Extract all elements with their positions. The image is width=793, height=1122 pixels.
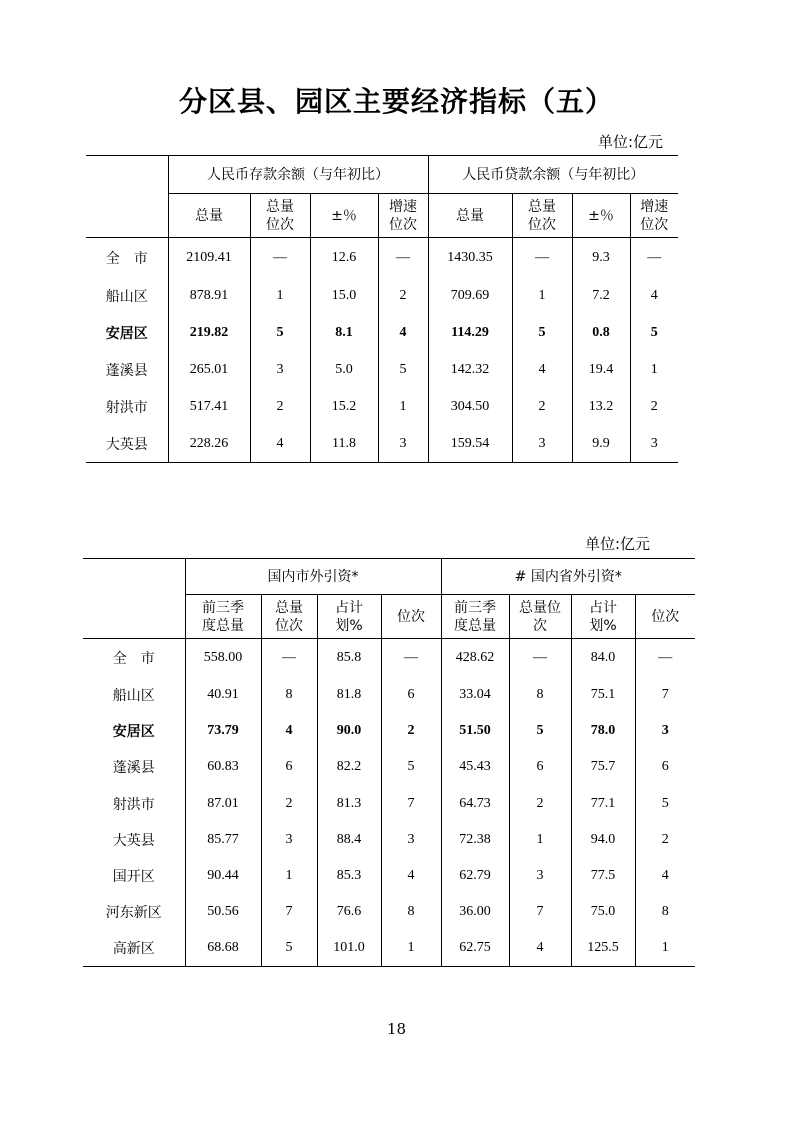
table-cell: 2 [261, 785, 317, 821]
table-cell: 8 [509, 677, 571, 713]
table-cell: 142.32 [428, 352, 512, 389]
table-cell: — [630, 238, 678, 278]
table-cell: 5.0 [310, 352, 378, 389]
table-cell: 5 [250, 315, 310, 352]
table-cell: 1 [381, 931, 441, 967]
table-cell: 40.91 [185, 677, 261, 713]
table-cell: 3 [378, 426, 428, 463]
row-label: 船山区 [105, 289, 148, 305]
table-cell: 3 [509, 858, 571, 894]
table-cell: 2 [512, 389, 572, 426]
table-cell: 428.62 [441, 639, 509, 677]
table-cell: 4 [381, 858, 441, 894]
investment-table [83, 558, 695, 967]
table-cell: 2109.41 [168, 238, 250, 278]
table-cell: 45.43 [441, 749, 509, 785]
col-header-speed-rank: 增速 位次 [378, 194, 428, 238]
row-label: 大英县 [86, 426, 168, 463]
table-cell: 5 [261, 931, 317, 967]
deposit-loan-table [86, 155, 678, 463]
row-label: 国开区 [112, 869, 155, 886]
table-cell: 3 [261, 822, 317, 858]
row-label: 高新区 [83, 931, 185, 967]
table-cell: 304.50 [428, 389, 512, 426]
table-cell: 90.44 [185, 858, 261, 894]
table-row [86, 426, 678, 463]
table-cell: 159.54 [428, 426, 512, 463]
table-cell: 3 [381, 822, 441, 858]
row-label: 大英县 [112, 832, 155, 849]
row-header-corner [86, 156, 168, 238]
table-cell: 77.5 [571, 858, 635, 894]
table-cell: 19.4 [572, 352, 630, 389]
table-cell: 5 [635, 785, 695, 821]
page-title: 分区县、园区主要经济指标（五） [178, 85, 614, 118]
table-cell: — [635, 639, 695, 677]
table-cell: 15.0 [310, 278, 378, 315]
table-cell: 4 [261, 713, 317, 749]
table-cell: 15.2 [310, 389, 378, 426]
table-cell: 878.91 [168, 278, 250, 315]
table-cell: 7 [381, 785, 441, 821]
col-header-rank: 总量位 次 [509, 595, 571, 639]
table-cell: 6 [261, 749, 317, 785]
table-cell: 1 [512, 278, 572, 315]
table-cell: 5 [378, 352, 428, 389]
table-cell: — [381, 639, 441, 677]
table-cell: 60.83 [185, 749, 261, 785]
table-cell: 101.0 [317, 931, 381, 967]
table-cell: 4 [635, 858, 695, 894]
table-cell: 81.3 [317, 785, 381, 821]
table-cell: 2 [378, 278, 428, 315]
col-header-plan-pct: 占计 划% [571, 595, 635, 639]
table-cell: — [509, 639, 571, 677]
table-cell: 85.77 [185, 822, 261, 858]
col-header-total: 总量 [168, 194, 250, 238]
table-cell: 82.2 [317, 749, 381, 785]
table-cell: 50.56 [185, 894, 261, 930]
table-cell: 4 [512, 352, 572, 389]
table-cell: 81.8 [317, 677, 381, 713]
table-cell: 2 [250, 389, 310, 426]
table-cell: 6 [509, 749, 571, 785]
col-header-pct: ±％ [310, 194, 378, 238]
table-row [83, 785, 695, 821]
row-label: 全 市 [105, 250, 148, 267]
table-cell: 2 [509, 785, 571, 821]
table-cell: 62.79 [441, 858, 509, 894]
row-label: 船山区 [112, 687, 155, 704]
table-cell: 1430.35 [428, 238, 512, 278]
table-cell: 4 [250, 426, 310, 463]
table-cell: 11.8 [310, 426, 378, 463]
table-cell: 94.0 [571, 822, 635, 858]
table-cell: 125.5 [571, 931, 635, 967]
table-cell: 228.26 [168, 426, 250, 463]
table-cell: 62.75 [441, 931, 509, 967]
table-cell: 87.01 [185, 785, 261, 821]
unit-label-1: 单位:亿元 [598, 133, 664, 151]
table-cell: 51.50 [441, 713, 509, 749]
row-label: 安居区 [112, 723, 155, 740]
table-cell: 2 [381, 713, 441, 749]
table-cell: 72.38 [441, 822, 509, 858]
col-header-plan-rank: 位次 [381, 595, 441, 639]
row-label: 安居区 [105, 326, 148, 342]
group-header-loan: 人民币贷款余额（与年初比） [428, 156, 678, 194]
row-label: 河东新区 [105, 905, 162, 922]
table-row [86, 278, 678, 315]
group-header-prov: # 国内省外引资* [441, 559, 695, 595]
table-cell: 1 [630, 352, 678, 389]
table-cell: 1 [378, 389, 428, 426]
table-cell: 64.73 [441, 785, 509, 821]
table-cell: 8 [635, 894, 695, 930]
table-cell: 5 [512, 315, 572, 352]
table-cell: 6 [381, 677, 441, 713]
table-cell: 5 [381, 749, 441, 785]
table-cell: 3 [250, 352, 310, 389]
table-cell: 219.82 [168, 315, 250, 352]
table-row [86, 238, 678, 278]
table-cell: 4 [509, 931, 571, 967]
row-label: 射洪市 [112, 796, 155, 813]
table-cell: 558.00 [185, 639, 261, 677]
table-cell: 8 [261, 677, 317, 713]
table-cell: 7 [261, 894, 317, 930]
table-cell: 0.8 [572, 315, 630, 352]
table-cell: 9.3 [572, 238, 630, 278]
table-cell: 3 [635, 713, 695, 749]
table-cell: 68.68 [185, 931, 261, 967]
col-header-q3-total: 前三季 度总量 [441, 595, 509, 639]
table-cell: 85.8 [317, 639, 381, 677]
table-cell: 1 [250, 278, 310, 315]
table-row [83, 677, 695, 713]
unit-label-2: 单位:亿元 [585, 535, 651, 553]
table-cell: 9.9 [572, 426, 630, 463]
table-cell: 75.1 [571, 677, 635, 713]
col-header-plan-pct: 占计 划% [317, 595, 381, 639]
table-cell: 2 [635, 822, 695, 858]
table-cell: 8.1 [310, 315, 378, 352]
table-cell: 709.69 [428, 278, 512, 315]
table-cell: 85.3 [317, 858, 381, 894]
table-cell: 36.00 [441, 894, 509, 930]
table-cell: 5 [630, 315, 678, 352]
table-cell: 7.2 [572, 278, 630, 315]
table-row [86, 352, 678, 389]
col-header-pct: ±％ [572, 194, 630, 238]
table-cell: 77.1 [571, 785, 635, 821]
row-label: 蓬溪县 [112, 760, 155, 777]
row-header-corner [83, 559, 185, 639]
row-label: 射洪市 [105, 400, 148, 416]
group-header-city: 国内市外引资* [185, 559, 441, 595]
table-cell: 33.04 [441, 677, 509, 713]
table-cell: — [250, 238, 310, 278]
table-cell: 265.01 [168, 352, 250, 389]
table-cell: 7 [635, 677, 695, 713]
table-cell: 1 [261, 858, 317, 894]
col-header-plan-rank: 位次 [635, 595, 695, 639]
table-row [83, 713, 695, 749]
table-row [86, 315, 678, 352]
row-label: 蓬溪县 [105, 363, 148, 379]
table-row [83, 639, 695, 677]
table-cell: 73.79 [185, 713, 261, 749]
row-label: 全 市 [112, 650, 155, 667]
table-cell: 75.0 [571, 894, 635, 930]
table-cell: 5 [509, 713, 571, 749]
table-cell: — [378, 238, 428, 278]
table-cell: 517.41 [168, 389, 250, 426]
table-row [83, 894, 695, 930]
table-cell: 6 [635, 749, 695, 785]
table-cell: 88.4 [317, 822, 381, 858]
table-row [83, 931, 695, 967]
table-cell: 114.29 [428, 315, 512, 352]
table-cell: 4 [378, 315, 428, 352]
group-header-deposit: 人民币存款余额（与年初比） [168, 156, 428, 194]
col-header-rank: 总量 位次 [261, 595, 317, 639]
page-number: 18 [386, 1020, 407, 1038]
col-header-speed-rank: 增速 位次 [630, 194, 678, 238]
col-header-q3-total: 前三季 度总量 [185, 595, 261, 639]
table-cell: 3 [512, 426, 572, 463]
table-cell: — [512, 238, 572, 278]
col-header-rank: 总量 位次 [250, 194, 310, 238]
table-row [83, 749, 695, 785]
table-cell: 76.6 [317, 894, 381, 930]
table-row [83, 822, 695, 858]
table-cell: 13.2 [572, 389, 630, 426]
table-row [83, 858, 695, 894]
table-cell: 78.0 [571, 713, 635, 749]
table-cell: 84.0 [571, 639, 635, 677]
table-cell: 7 [509, 894, 571, 930]
table-cell: 12.6 [310, 238, 378, 278]
table-cell: 1 [635, 931, 695, 967]
col-header-total: 总量 [428, 194, 512, 238]
table-cell: 75.7 [571, 749, 635, 785]
table-cell: — [261, 639, 317, 677]
table-cell: 8 [381, 894, 441, 930]
col-header-rank: 总量 位次 [512, 194, 572, 238]
table-cell: 1 [509, 822, 571, 858]
table-cell: 3 [630, 426, 678, 463]
table-cell: 90.0 [317, 713, 381, 749]
table-cell: 2 [630, 389, 678, 426]
table-cell: 4 [630, 278, 678, 315]
table-row [86, 389, 678, 426]
